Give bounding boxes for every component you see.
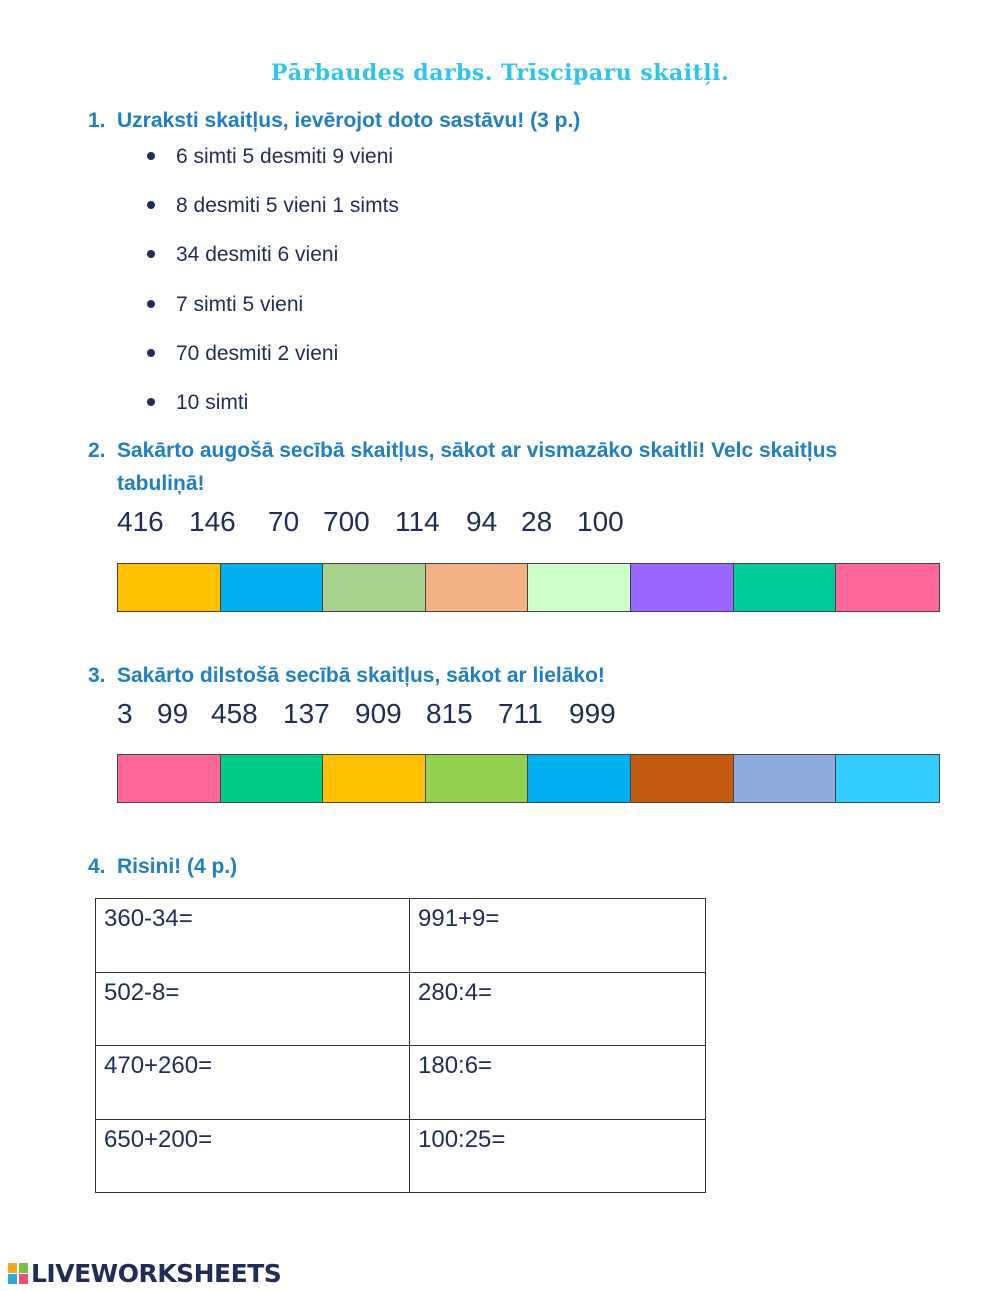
drop-zone[interactable] bbox=[734, 755, 837, 802]
logo-icon bbox=[8, 1263, 28, 1285]
draggable-number[interactable]: 114 bbox=[395, 506, 440, 537]
expression: 991+9= bbox=[418, 905, 500, 932]
question-text: Uzraksti skaitļus, ievērojot doto sastāvu! (3 p.) bbox=[117, 109, 581, 132]
descending-number-bank bbox=[117, 698, 637, 734]
question-text-line1: Sakārto augošā secībā skaitļus, sākot ar vismazāko skaitli! Velc skaitļus bbox=[117, 439, 838, 462]
drop-zone[interactable] bbox=[221, 564, 324, 611]
bullet-icon bbox=[147, 152, 155, 160]
calc-cell[interactable] bbox=[96, 1046, 410, 1120]
table-row bbox=[96, 899, 706, 973]
draggable-number[interactable]: 909 bbox=[355, 698, 402, 729]
drop-zone[interactable] bbox=[528, 755, 631, 802]
list-item: 7 simti 5 vieni bbox=[147, 288, 399, 337]
expression: 180:6= bbox=[418, 1052, 493, 1079]
bullet-icon bbox=[147, 398, 155, 406]
calc-cell[interactable] bbox=[410, 1046, 706, 1120]
calc-cell[interactable] bbox=[410, 899, 706, 973]
question-4-heading bbox=[88, 850, 968, 883]
table-row bbox=[96, 972, 706, 1046]
drop-zone[interactable] bbox=[836, 564, 939, 611]
list-item: 10 simti bbox=[147, 386, 399, 435]
list-item: 70 desmiti 2 vieni bbox=[147, 337, 399, 386]
drop-zone[interactable] bbox=[631, 755, 734, 802]
draggable-number[interactable]: 94 bbox=[466, 506, 498, 537]
drop-zone[interactable] bbox=[836, 755, 939, 802]
liveworksheets-logo bbox=[8, 1259, 281, 1288]
drop-zone[interactable] bbox=[426, 564, 529, 611]
draggable-number[interactable]: 137 bbox=[283, 698, 330, 729]
draggable-number[interactable]: 28 bbox=[521, 506, 553, 537]
drop-zone[interactable] bbox=[118, 755, 221, 802]
bullet-icon bbox=[147, 300, 155, 308]
question-text-line2: tabuliņā! bbox=[117, 472, 205, 495]
drop-zone[interactable] bbox=[426, 755, 529, 802]
expression: 502-8= bbox=[104, 978, 180, 1006]
draggable-number[interactable]: 700 bbox=[323, 506, 370, 537]
drop-zone[interactable] bbox=[528, 564, 631, 611]
list-item: 34 desmiti 6 vieni bbox=[147, 238, 399, 287]
question-number: 4. bbox=[88, 855, 106, 878]
draggable-number[interactable]: 416 bbox=[117, 506, 164, 537]
draggable-number[interactable]: 458 bbox=[211, 698, 258, 729]
table-row bbox=[96, 1046, 706, 1120]
logo-text: LIVEWORKSHEETS bbox=[31, 1259, 282, 1288]
question-3-heading bbox=[88, 659, 968, 692]
question-text: Risini! (4 p.) bbox=[117, 855, 238, 878]
draggable-number[interactable]: 146 bbox=[189, 506, 236, 537]
descending-drop-strip bbox=[117, 754, 940, 803]
drop-zone[interactable] bbox=[221, 755, 324, 802]
question-number: 2. bbox=[88, 439, 106, 462]
bullet-icon bbox=[147, 349, 155, 357]
drop-zone[interactable] bbox=[118, 564, 221, 611]
list-item: 6 simti 5 desmiti 9 vieni bbox=[147, 140, 399, 189]
question-number: 3. bbox=[88, 664, 106, 687]
expression: 470+260= bbox=[104, 1052, 213, 1079]
worksheet-title: Pārbaudes darbs. Trīsciparu skaitļi. bbox=[270, 60, 730, 86]
question-text: Sakārto dilstošā secībā skaitļus, sākot ar lielāko! bbox=[117, 664, 605, 687]
bullet-icon bbox=[147, 250, 155, 258]
drop-zone[interactable] bbox=[323, 755, 426, 802]
expression: 100:25= bbox=[418, 1125, 506, 1153]
calc-cell[interactable] bbox=[96, 1119, 410, 1193]
question-number: 1. bbox=[88, 109, 106, 132]
calc-cell[interactable] bbox=[96, 972, 410, 1046]
expression: 280:4= bbox=[418, 978, 493, 1006]
draggable-number[interactable]: 70 bbox=[268, 506, 300, 537]
list-item: 8 desmiti 5 vieni 1 simts bbox=[147, 189, 399, 238]
expression: 360-34= bbox=[104, 905, 193, 932]
draggable-number[interactable]: 815 bbox=[426, 698, 473, 729]
draggable-number[interactable]: 3 bbox=[117, 698, 133, 729]
calc-cell[interactable] bbox=[410, 972, 706, 1046]
drop-zone[interactable] bbox=[734, 564, 837, 611]
ascending-drop-strip bbox=[117, 563, 940, 612]
question-1-heading bbox=[88, 104, 968, 137]
draggable-number[interactable]: 999 bbox=[569, 698, 616, 729]
drop-zone[interactable] bbox=[323, 564, 426, 611]
ascending-number-bank bbox=[117, 506, 657, 542]
bullet-icon bbox=[147, 201, 155, 209]
table-row bbox=[96, 1119, 706, 1193]
expression: 650+200= bbox=[104, 1125, 213, 1153]
calculation-table bbox=[95, 898, 706, 1193]
draggable-number[interactable]: 100 bbox=[577, 506, 624, 537]
drop-zone[interactable] bbox=[631, 564, 734, 611]
question-2-heading bbox=[88, 434, 988, 500]
draggable-number[interactable]: 99 bbox=[157, 698, 189, 729]
composition-list bbox=[147, 140, 399, 435]
draggable-number[interactable]: 711 bbox=[498, 698, 543, 729]
calc-cell[interactable] bbox=[410, 1119, 706, 1193]
calc-cell[interactable] bbox=[96, 899, 410, 973]
